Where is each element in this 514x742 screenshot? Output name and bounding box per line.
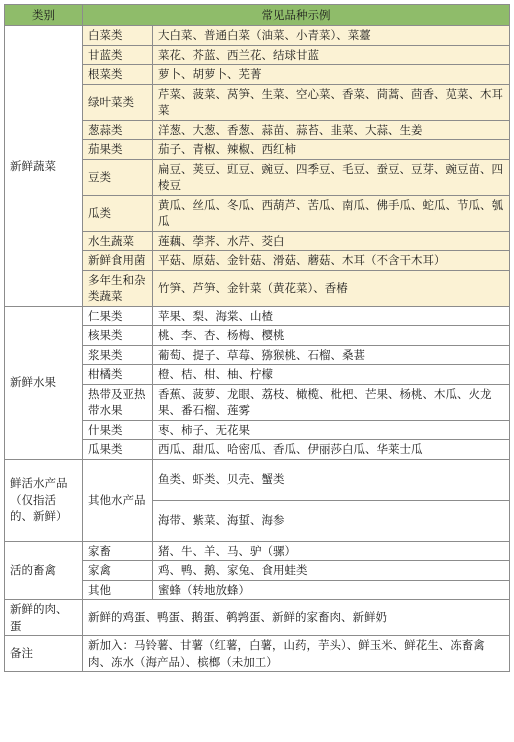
category-fresh-meat-eggs: 新鲜的肉、蛋: [5, 600, 83, 636]
table-row: [5, 636, 510, 672]
examples-cell: 萝卜、胡萝卜、芜菁: [153, 65, 510, 85]
subcategory-cell: 柑橘类: [83, 365, 153, 385]
note-text: 新加入：马铃薯、甘薯（红薯，白薯，山药，芋头）、鲜玉米、鲜花生、冻畜禽肉、冻水（海产品）、槟榔（未加工）: [83, 636, 510, 672]
subcategory-cell: 豆类: [83, 159, 153, 195]
subcategory-cell: 热带及亚热带水果: [83, 384, 153, 420]
subcategory-cell: 水生蔬菜: [83, 231, 153, 251]
examples-cell: 洋葱、大葱、香葱、蒜苗、蒜苔、韭菜、大蒜、生姜: [153, 120, 510, 140]
subcategory-cell: 什果类: [83, 420, 153, 440]
examples-cell: 黄瓜、丝瓜、冬瓜、西葫芦、苦瓜、南瓜、佛手瓜、蛇瓜、节瓜、瓠瓜: [153, 195, 510, 231]
examples-cell: 苹果、梨、海棠、山楂: [153, 306, 510, 326]
note-label: 备注: [5, 636, 83, 672]
subcategory-cell: 茄果类: [83, 140, 153, 160]
examples-cell: 新鲜的鸡蛋、鸭蛋、鹅蛋、鹌鹑蛋、新鲜的家畜肉、新鲜奶: [83, 600, 510, 636]
examples-cell: 鱼类、虾类、贝壳、蟹类: [153, 459, 510, 500]
table-row: [5, 600, 510, 636]
table-row: [5, 459, 510, 500]
subcategory-cell: 新鲜食用菌: [83, 251, 153, 271]
category-fresh-fruits: 新鲜水果: [5, 306, 83, 459]
subcategory-cell: 多年生和杂类蔬菜: [83, 270, 153, 306]
examples-cell: 大白菜、普通白菜（油菜、小青菜）、菜薹: [153, 26, 510, 46]
subcategory-cell: 其他水产品: [83, 459, 153, 541]
subcategory-cell: 甘蓝类: [83, 45, 153, 65]
subcategory-cell: 葱蒜类: [83, 120, 153, 140]
subcategory-cell: 家禽: [83, 561, 153, 581]
table-row: [5, 26, 510, 46]
subcategory-cell: 仁果类: [83, 306, 153, 326]
table-row: [5, 541, 510, 561]
header-examples: 常见品种示例: [83, 5, 510, 26]
header-category: 类别: [5, 5, 83, 26]
examples-cell: 猪、牛、羊、马、驴（骡）: [153, 541, 510, 561]
category-live-livestock: 活的畜禽: [5, 541, 83, 600]
examples-cell: 扁豆、荚豆、豇豆、豌豆、四季豆、毛豆、蚕豆、豆芽、豌豆苗、四棱豆: [153, 159, 510, 195]
examples-cell: 桃、李、杏、杨梅、樱桃: [153, 326, 510, 346]
examples-cell: 香蕉、菠萝、龙眼、荔枝、橄榄、枇杷、芒果、杨桃、木瓜、火龙果、番石榴、莲雾: [153, 384, 510, 420]
examples-cell: 茄子、青椒、辣椒、西红柿: [153, 140, 510, 160]
examples-cell: 西瓜、甜瓜、哈密瓜、香瓜、伊丽莎白瓜、华莱士瓜: [153, 440, 510, 460]
subcategory-cell: 核果类: [83, 326, 153, 346]
table-row: [5, 306, 510, 326]
product-category-table: [4, 4, 510, 672]
examples-cell: 莲藕、荸荠、水芹、茭白: [153, 231, 510, 251]
examples-cell: 海带、紫菜、海蜇、海参: [153, 500, 510, 541]
table-header-row: [5, 5, 510, 26]
examples-cell: 蜜蜂（转地放蜂）: [153, 580, 510, 600]
subcategory-cell: 其他: [83, 580, 153, 600]
examples-cell: 橙、桔、柑、柚、柠檬: [153, 365, 510, 385]
subcategory-cell: 瓜果类: [83, 440, 153, 460]
category-fresh-vegetables: 新鲜蔬菜: [5, 26, 83, 307]
subcategory-cell: 浆果类: [83, 345, 153, 365]
subcategory-cell: 绿叶菜类: [83, 84, 153, 120]
subcategory-cell: 白菜类: [83, 26, 153, 46]
subcategory-cell: 家畜: [83, 541, 153, 561]
examples-cell: 芹菜、菠菜、莴笋、生菜、空心菜、香菜、茼蒿、茴香、苋菜、木耳菜: [153, 84, 510, 120]
category-aquatic-products: 鲜活水产品（仅指活的、新鲜）: [5, 459, 83, 541]
examples-cell: 菜花、芥蓝、西兰花、结球甘蓝: [153, 45, 510, 65]
examples-cell: 枣、柿子、无花果: [153, 420, 510, 440]
subcategory-cell: 瓜类: [83, 195, 153, 231]
subcategory-cell: 根菜类: [83, 65, 153, 85]
examples-cell: 竹笋、芦笋、金针菜（黄花菜）、香椿: [153, 270, 510, 306]
examples-cell: 鸡、鸭、鹅、家兔、食用蛙类: [153, 561, 510, 581]
examples-cell: 葡萄、提子、草莓、猕猴桃、石榴、桑葚: [153, 345, 510, 365]
examples-cell: 平菇、原菇、金针菇、滑菇、蘑菇、木耳（不含干木耳）: [153, 251, 510, 271]
